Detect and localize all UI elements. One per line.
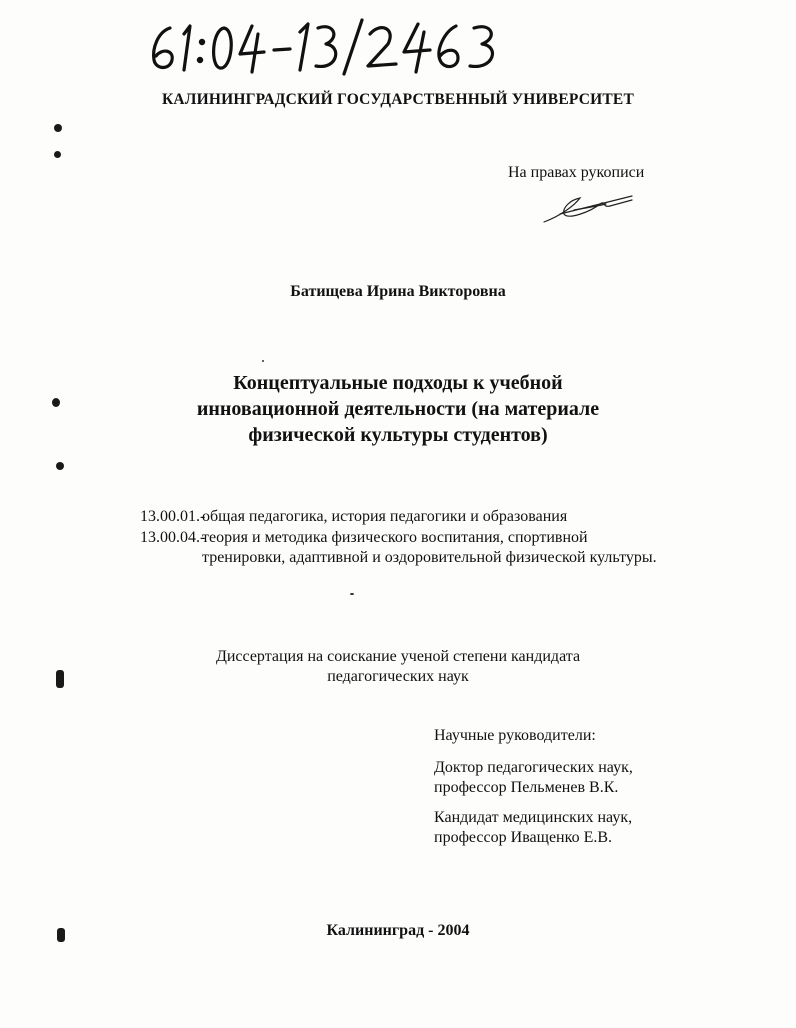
scan-speck [350,593,354,595]
title-line: инновационной деятельности (на материале [196,398,600,420]
dissertation-title [0,370,796,448]
supervisor-name: профессор Пельменев В.К. [434,779,619,796]
supervisor-name: профессор Иващенко Е.В. [434,829,613,846]
binding-hole-mark [57,928,65,942]
specialty-code: 13.00.01.- [140,508,206,525]
binding-hole-mark [56,670,64,688]
scan-speck [262,360,264,362]
supervisor-title: Кандидат медицинских наук, [434,809,633,826]
specialty-description: теория и методика физического воспитания, спортивной тренировки, адаптивной и оздоровительной физической культуры. [202,529,657,566]
supervisor-entry [434,758,734,798]
degree-line: педагогических наук [327,668,469,685]
author-name: Батищева Ирина Викторовна [290,283,506,300]
supervisors-block [434,726,734,858]
binding-hole-mark [54,124,62,132]
signature [540,190,636,226]
supervisor-entry [434,808,734,848]
title-line: Концептуальные подходы к учебной [233,372,563,394]
title-line: физической культуры студентов) [248,424,548,446]
specialty-description: общая педагогика, история педагогики и образования [202,508,568,525]
signature-drawing [540,190,636,226]
degree-statement [0,647,796,687]
binding-hole-mark [56,462,64,470]
specialty-row [140,528,660,568]
degree-line: Диссертация на соискание ученой степени кандидата [215,648,581,665]
manuscript-rights: На правах рукописи [508,164,645,181]
binding-hole-mark [54,151,61,158]
supervisor-title: Доктор педагогических наук, [434,759,633,776]
binding-hole-mark [52,398,60,407]
specialty-row [140,507,660,527]
handwritten-number-drawing [140,14,520,76]
city-year: Калининград - 2004 [326,922,470,939]
archive-handwritten-number [140,14,520,76]
university-name: КАЛИНИНГРАДСКИЙ ГОСУДАРСТВЕННЫЙ УНИВЕРСИТЕТ [161,91,635,108]
specialty-code: 13.00.04.- [140,529,206,546]
supervisors-heading: Научные руководители: [434,727,596,744]
specialties-list [140,507,660,569]
